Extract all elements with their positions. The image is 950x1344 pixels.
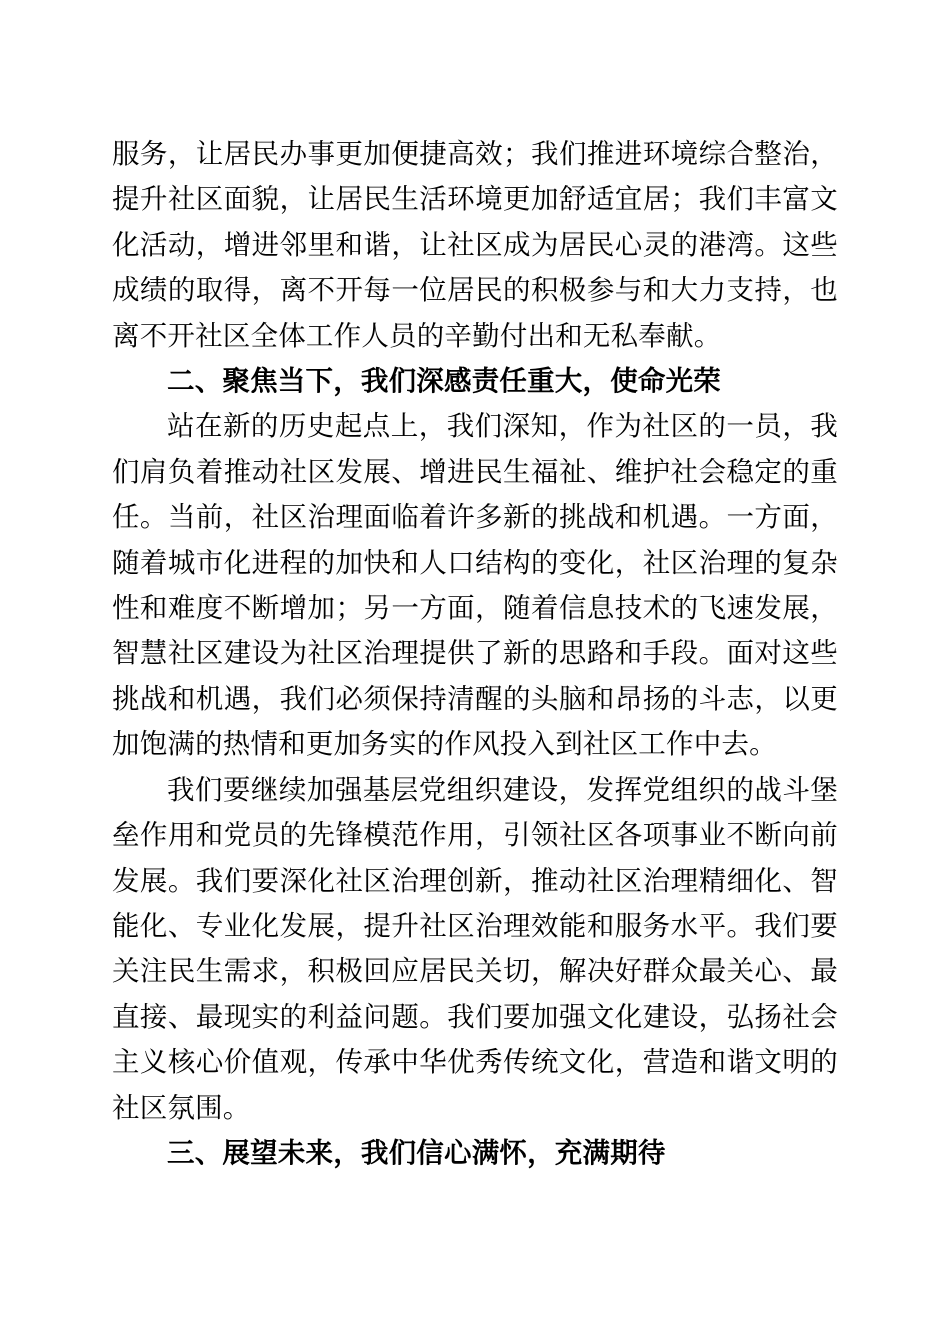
- heading-section-three: 三、展望未来，我们信心满怀，充满期待: [167, 1136, 666, 1168]
- paragraph-achievements-continuation: 服务，让居民办事更加便捷高效；我们推进环境综合整治，提升社区面貌，让居民生活环境更加舒适宜居；我们丰富文化活动，增进邻里和谐，让社区成为居民心灵的港湾。这些成绩的取得，离不开每一位居民的积极参与和大力支持，也离不开社区全体工作人员的辛勤付出和无私奉献。: [112, 138, 838, 351]
- heading-section-two: 二、聚焦当下，我们深感责任重大，使命光荣: [167, 365, 721, 397]
- paragraph-party-building-governance: 我们要继续加强基层党组织建设，发挥党组织的战斗堡垒作用和党员的先锋模范作用，引领社区各项事业不断向前发展。我们要深化社区治理创新，推动社区治理精细化、智能化、专业化发展，提升社区治理效能和服务水平。我们要关注民生需求，积极回应居民关切，解决好群众最关心、最直接、最现实的利益问题。我们要加强文化建设，弘扬社会主义核心价值观，传承中华优秀传统文化，营造和谐文明的社区氛围。: [112, 773, 838, 1123]
- paragraph-current-responsibility: 站在新的历史起点上，我们深知，作为社区的一员，我们肩负着推动社区发展、增进民生福祉、维护社会稳定的重任。当前，社区治理面临着许多新的挑战和机遇。一方面，随着城市化进程的加快和人口结构的变化，社区治理的复杂性和难度不断增加；另一方面，随着信息技术的飞速发展，智慧社区建设为社区治理提供了新的思路和手段。面对这些挑战和机遇，我们必须保持清醒的头脑和昂扬的斗志，以更加饱满的热情和更加务实的作风投入到社区工作中去。: [112, 410, 838, 760]
